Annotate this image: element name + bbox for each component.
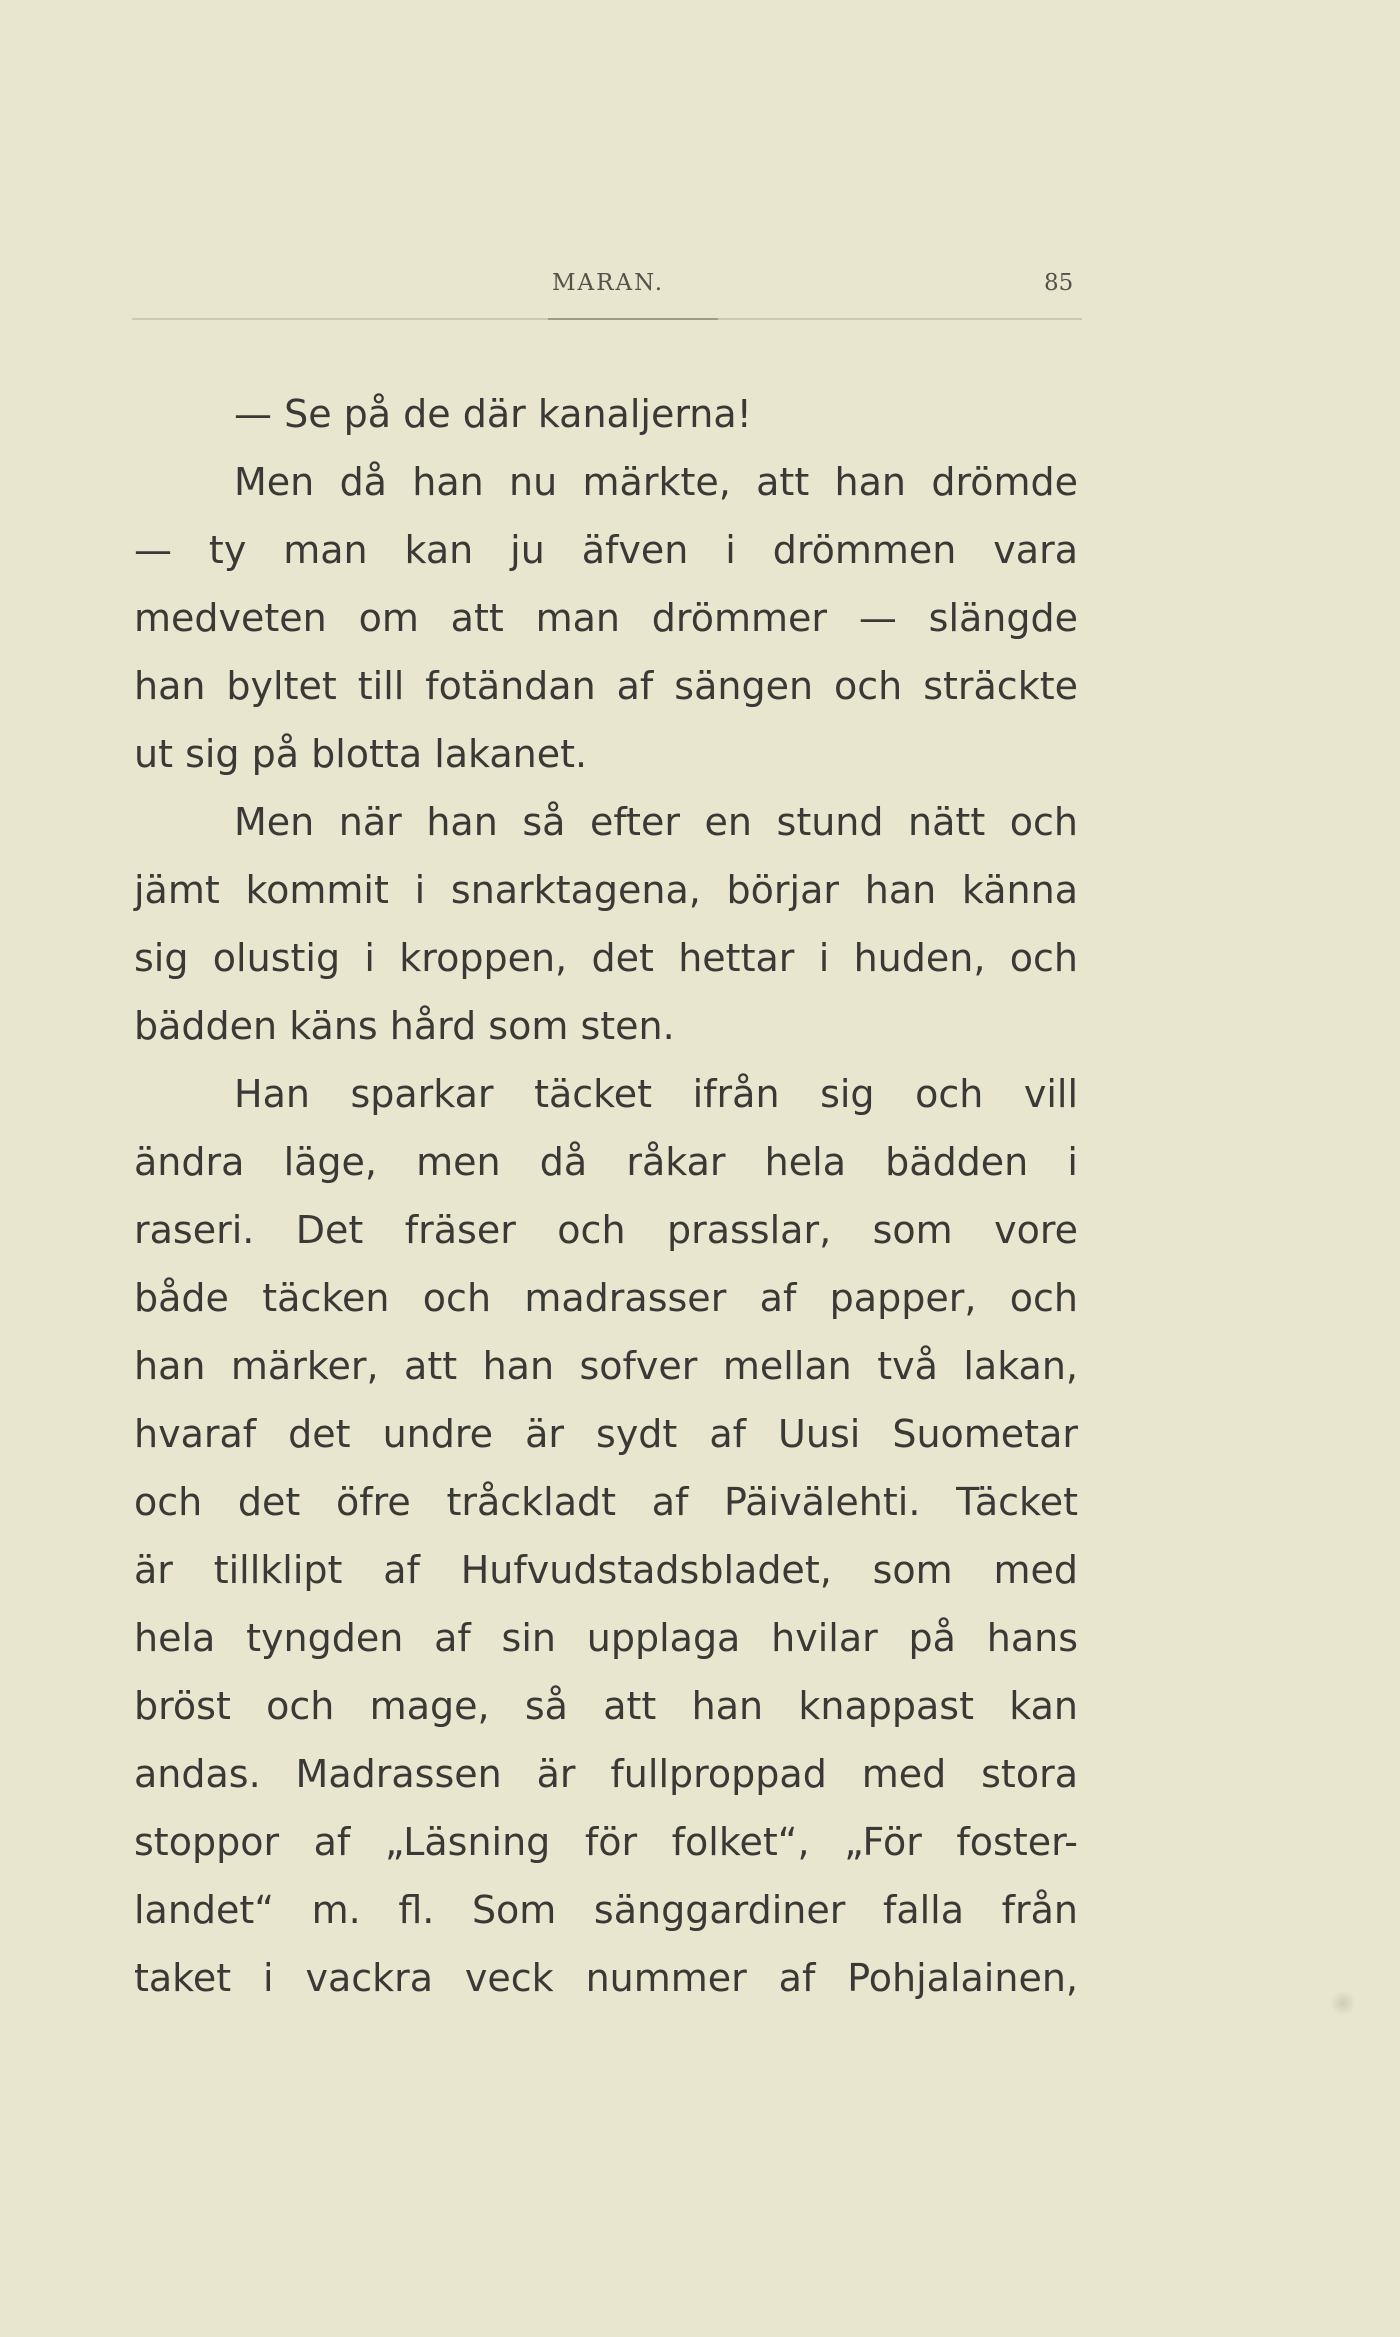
- text-line: Han sparkar täcket ifrån sig och vill: [234, 1072, 1078, 1116]
- text-line: ändra läge, men då råkar hela bädden i: [134, 1140, 1078, 1184]
- header-rule-accent: [548, 318, 718, 320]
- text-line: han märker, att han sofver mellan två lakan,: [134, 1344, 1078, 1388]
- text-line: bröst och mage, så att han knappast kan: [134, 1684, 1078, 1728]
- paper-smudge: [1330, 1990, 1356, 2016]
- body-text: [134, 380, 1078, 2012]
- text-line: ut sig på blotta lakanet.: [134, 732, 588, 776]
- text-line: jämt kommit i snarktagena, börjar han känna: [134, 868, 1078, 912]
- text-line: han byltet till fotändan af sängen och sträckte: [134, 664, 1078, 708]
- text-line: sig olustig i kroppen, det hettar i huden, och: [134, 936, 1078, 980]
- text-line: både täcken och madrasser af papper, och: [134, 1276, 1078, 1320]
- text-line: medveten om att man drömmer — slängde: [134, 596, 1078, 640]
- page-number: 85: [1044, 270, 1074, 296]
- text-line: hvaraf det undre är sydt af Uusi Suometar: [134, 1412, 1078, 1456]
- text-line: — Se på de där kanaljerna!: [234, 392, 752, 436]
- text-line: raseri. Det fräser och prasslar, som vore: [134, 1208, 1078, 1252]
- running-title: MARAN.: [552, 270, 665, 296]
- text-line: stoppor af „Läsning för folket“, „För foster-: [134, 1820, 1078, 1864]
- text-line: bädden käns hård som sten.: [134, 1004, 675, 1048]
- text-line: andas. Madrassen är fullproppad med stora: [134, 1752, 1078, 1796]
- text-line: Men när han så efter en stund nätt och: [234, 800, 1078, 844]
- text-line: taket i vackra veck nummer af Pohjalainen,: [134, 1956, 1078, 2000]
- text-line: och det öfre tråckladt af Päivälehti. Täcket: [134, 1480, 1078, 1524]
- text-line: — ty man kan ju äfven i drömmen vara: [134, 528, 1078, 572]
- text-line: Men då han nu märkte, att han drömde: [234, 460, 1078, 504]
- text-line: hela tyngden af sin upplaga hvilar på hans: [134, 1616, 1078, 1660]
- text-line: landet“ m. fl. Som sänggardiner falla från: [134, 1888, 1078, 1932]
- text-line: är tillklipt af Hufvudstadsbladet, som med: [134, 1548, 1078, 1592]
